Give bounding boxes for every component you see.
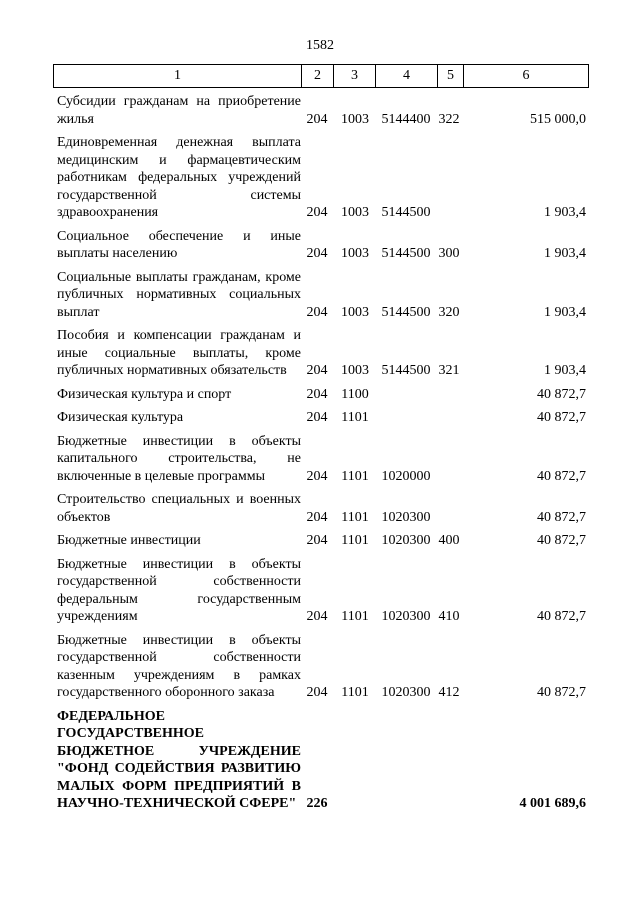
row-code-5: 300 bbox=[438, 246, 460, 261]
row-description: Субсидии гражданам на приобретение жилья bbox=[57, 94, 301, 127]
row-amount: 40 872,7 bbox=[537, 685, 586, 700]
row-amount: 1 903,4 bbox=[544, 363, 586, 378]
row-code-3: 1100 bbox=[341, 386, 369, 402]
row-amount: 40 872,7 bbox=[537, 468, 586, 484]
row-description: Единовременная денежная выплата медицинским и фармацевтическим работникам федеральных учреждений государственной системы здравоохранения bbox=[57, 135, 301, 220]
header-col-3: 3 bbox=[334, 65, 376, 87]
row-code-4: 1020300 bbox=[381, 533, 431, 548]
row-code-2: 204 bbox=[306, 468, 328, 484]
row-amount: 40 872,7 bbox=[537, 609, 586, 624]
row-code-3: 1101 bbox=[341, 509, 369, 525]
row-code-4: 5144500 bbox=[381, 363, 431, 378]
row-amount: 40 872,7 bbox=[537, 386, 586, 402]
row-code-3: 1101 bbox=[341, 533, 369, 548]
row-code-5: 322 bbox=[438, 111, 460, 127]
row-code-5: 400 bbox=[438, 533, 460, 548]
header-col-4: 4 bbox=[376, 65, 438, 87]
row-amount: 1 903,4 bbox=[544, 205, 586, 220]
row-code-2: 204 bbox=[306, 304, 328, 320]
row-description: Бюджетные инвестиции в объекты капитального строительства, не включенные в целевые программы bbox=[57, 433, 301, 484]
row-description: Строительство специальных и военных объектов bbox=[57, 492, 301, 525]
header-col-2: 2 bbox=[302, 65, 334, 87]
row-code-2: 226 bbox=[306, 796, 328, 811]
table-row bbox=[57, 327, 589, 380]
row-code-2: 204 bbox=[306, 685, 328, 700]
header-col-1: 1 bbox=[54, 65, 302, 87]
row-code-3: 1003 bbox=[341, 205, 369, 220]
row-description: Социальные выплаты гражданам, кроме публичных нормативных социальных выплат bbox=[57, 269, 301, 320]
row-amount: 4 001 689,6 bbox=[519, 796, 586, 811]
table-header bbox=[53, 64, 589, 88]
row-description: Физическая культура bbox=[57, 410, 184, 425]
table-row bbox=[57, 532, 589, 550]
header-col-5: 5 bbox=[438, 65, 464, 87]
row-code-2: 204 bbox=[306, 363, 328, 378]
row-code-3: 1003 bbox=[341, 111, 369, 127]
row-code-3: 1101 bbox=[341, 609, 369, 624]
row-code-3: 1003 bbox=[341, 246, 369, 261]
row-code-4: 1020300 bbox=[381, 509, 431, 525]
row-code-4: 5144500 bbox=[381, 246, 431, 261]
table-row bbox=[57, 134, 589, 222]
header-col-6: 6 bbox=[522, 68, 530, 83]
row-description: Бюджетные инвестиции bbox=[57, 533, 201, 548]
row-code-2: 204 bbox=[306, 410, 328, 425]
row-code-2: 204 bbox=[306, 533, 328, 548]
row-code-4: 1020300 bbox=[381, 609, 431, 624]
row-code-5: 321 bbox=[438, 363, 460, 378]
row-code-2: 204 bbox=[306, 509, 328, 525]
row-code-2: 204 bbox=[306, 205, 328, 220]
row-code-2: 204 bbox=[306, 386, 328, 402]
row-code-5: 320 bbox=[438, 304, 460, 320]
table-body bbox=[57, 93, 589, 819]
table-row bbox=[57, 491, 589, 526]
row-code-3: 1101 bbox=[341, 468, 369, 484]
row-code-3: 1101 bbox=[341, 685, 369, 700]
row-description: Бюджетные инвестиции в объекты государственной собственности федеральным государственным учреждениям bbox=[57, 556, 301, 624]
row-code-3: 1003 bbox=[341, 363, 369, 378]
row-code-3: 1101 bbox=[341, 410, 369, 425]
row-code-4: 5144500 bbox=[381, 304, 431, 320]
row-description: Физическая культура и спорт bbox=[57, 386, 232, 402]
page-number: 1582 bbox=[306, 38, 334, 53]
table-row bbox=[57, 93, 589, 128]
row-code-3: 1003 bbox=[341, 304, 369, 320]
row-code-2: 204 bbox=[306, 111, 328, 127]
row-code-5: 410 bbox=[438, 609, 460, 624]
row-amount: 1 903,4 bbox=[544, 246, 586, 261]
table-row bbox=[57, 386, 589, 404]
row-description: ФЕДЕРАЛЬНОЕ ГОСУДАРСТВЕННОЕ БЮДЖЕТНОЕ УЧРЕЖДЕНИЕ "ФОНД СОДЕЙСТВИЯ РАЗВИТИЮ МАЛЫХ ФОРМ ПРЕДПРИЯТИЙ В НАУЧНО-ТЕХНИЧЕСКОЙ СФЕРЕ" bbox=[57, 708, 301, 811]
table-row bbox=[57, 269, 589, 322]
row-code-4: 1020300 bbox=[381, 685, 431, 700]
row-code-4: 5144400 bbox=[381, 111, 431, 127]
row-description: Пособия и компенсации гражданам и иные социальные выплаты, кроме публичных нормативных обязательств bbox=[57, 328, 301, 378]
table-row bbox=[57, 556, 589, 626]
row-code-5: 412 bbox=[438, 685, 460, 700]
row-code-2: 204 bbox=[306, 246, 328, 261]
row-amount: 40 872,7 bbox=[537, 509, 586, 525]
row-description: Бюджетные инвестиции в объекты государственной собственности казенным учреждениям в рамках государственного оборонного заказа bbox=[57, 632, 301, 700]
table-row bbox=[57, 708, 589, 813]
table-row bbox=[57, 632, 589, 702]
row-code-2: 204 bbox=[306, 609, 328, 624]
row-amount: 515 000,0 bbox=[530, 111, 586, 127]
table-row bbox=[57, 228, 589, 263]
row-code-4: 5144500 bbox=[381, 205, 431, 220]
table-row bbox=[57, 409, 589, 427]
table-row bbox=[57, 433, 589, 486]
row-amount: 40 872,7 bbox=[537, 533, 586, 548]
row-amount: 40 872,7 bbox=[537, 410, 586, 425]
row-amount: 1 903,4 bbox=[544, 304, 586, 320]
row-code-4: 1020000 bbox=[381, 468, 431, 484]
row-description: Социальное обеспечение и иные выплаты населению bbox=[57, 228, 301, 261]
